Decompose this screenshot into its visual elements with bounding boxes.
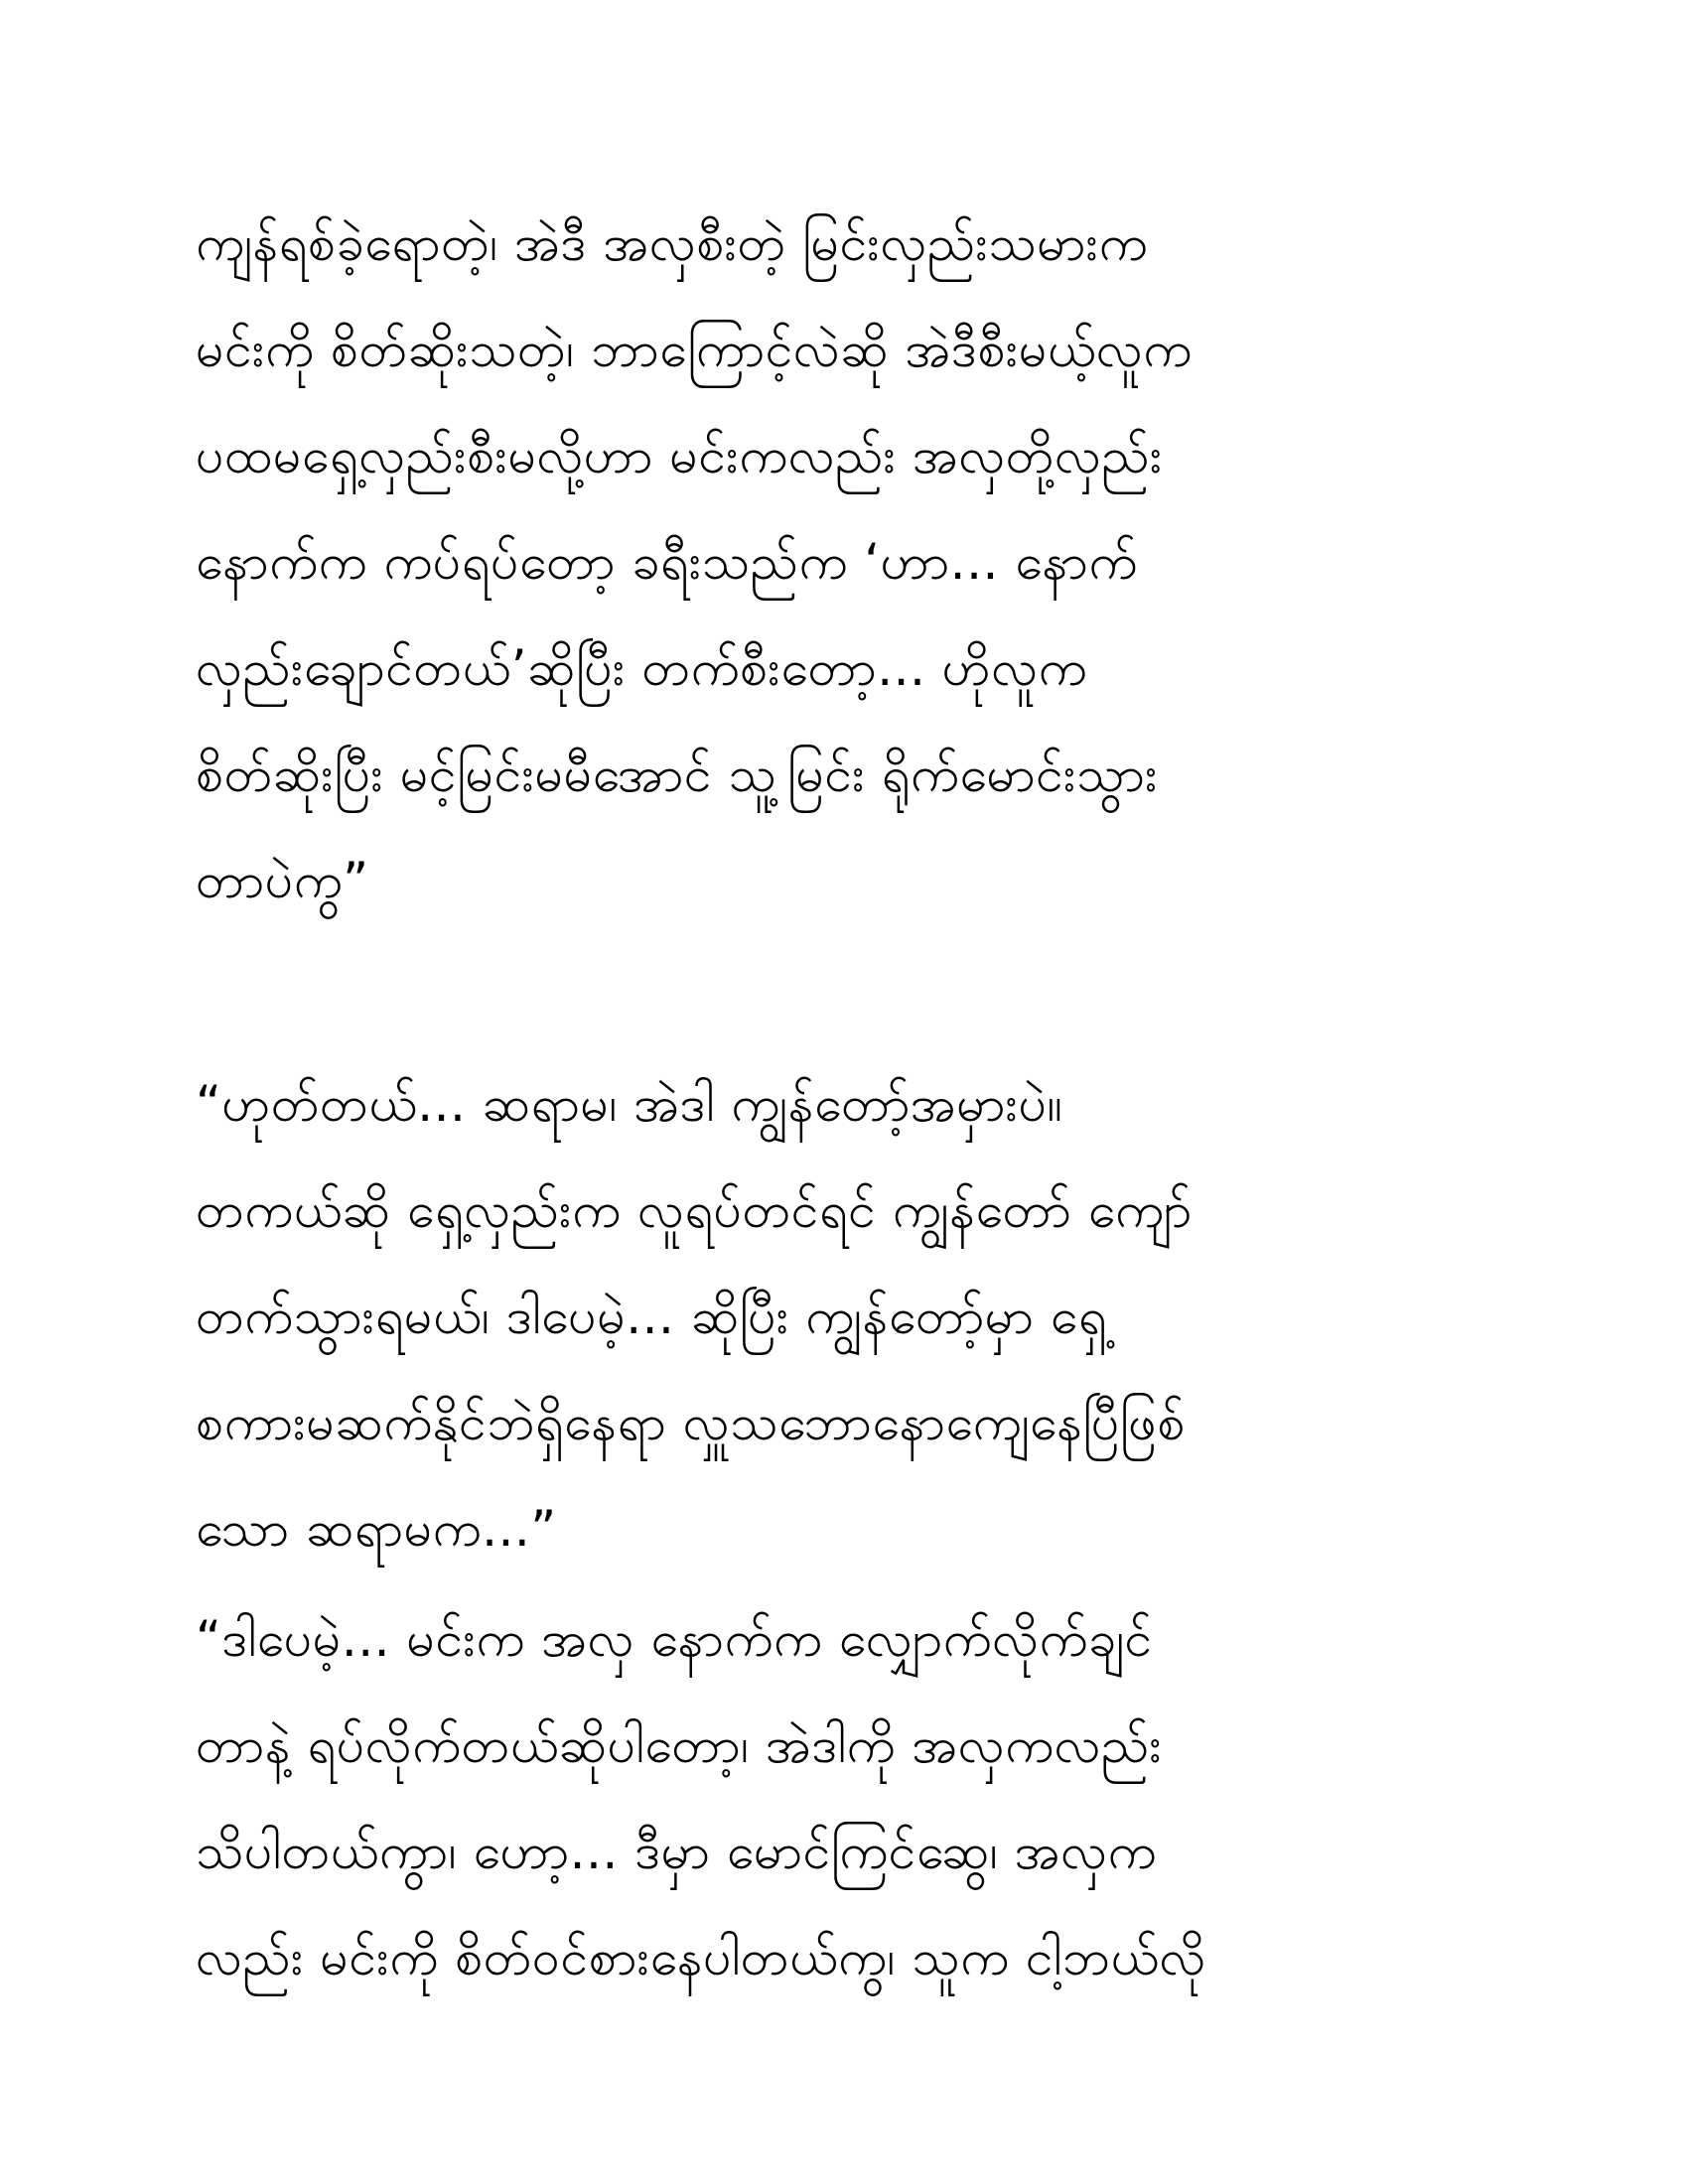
text-line: တကယ်ဆို ရှေ့လှည်းက လူရပ်တင်ရင် ကျွန်တော် ကျော် <box>196 1181 1193 1239</box>
text-line: သော ဆရာမက...” <box>196 1500 557 1558</box>
text-line: တက်သွားရမယ်၊ ဒါပေမဲ့... ဆိုပြီး ကျွန်တော့်မှာ ရှေ့ <box>196 1288 1108 1345</box>
text-line: သိပါတယ်ကွာ၊ ဟော့... ဒီမှာ မောင်ကြင်ဆွေ၊ အလှက <box>196 1823 1157 1880</box>
text-line: စကားမဆက်နိုင်ဘဲရှိနေရာ လှူသဘောနောကျေနေပြီဖြစ် <box>196 1394 1186 1451</box>
text-line: လည်း မင်းကို စိတ်ဝင်စားနေပါတယ်ကွ၊ သူက ငါ့ဘယ်လို <box>196 1929 1206 1986</box>
text-line: ပထမရှေ့လှည်းစီးမလို့ဟာ မင်းကလည်း အလှတို့လှည်း <box>196 427 1163 484</box>
text-line: လှည်းချောင်တယ်’ဆိုပြီး တက်စီးတော့... ဟိုလူက <box>196 639 1087 697</box>
text-line: တာနဲ့ ရပ်လိုက်တယ်ဆိုပါတော့၊ အဲဒါကို အလှကလည်း <box>196 1716 1163 1774</box>
text-line: “ဟုတ်တယ်... ဆရာမ၊ အဲဒါ ကျွန်တော့်အမှားပဲ။ <box>196 1075 1063 1133</box>
text-line: “ဒါပေမဲ့... မင်းက အလှ နောက်က လျှောက်လိုက်ချင် <box>196 1610 1153 1668</box>
text-line: တာပဲကွ” <box>196 852 369 909</box>
text-line: စိတ်ဆိုးပြီး မင့်မြင်းမမီအောင် သူ့မြင်း ရိုက်မောင်းသွား <box>196 746 1159 803</box>
text-line: ကျန်ရစ်ခဲ့ရောတဲ့၊ အဲဒီ အလှစီးတဲ့ မြင်းလှည်းသမားက <box>196 214 1148 272</box>
text-line: နောက်က ကပ်ရပ်တော့ ခရီးသည်က ‘ဟာ... နောက် <box>196 533 1138 591</box>
text-line: မင်းကို စိတ်ဆိုးသတဲ့၊ ဘာကြောင့်လဲဆို အဲဒီစီးမယ့်လူက <box>196 321 1193 378</box>
